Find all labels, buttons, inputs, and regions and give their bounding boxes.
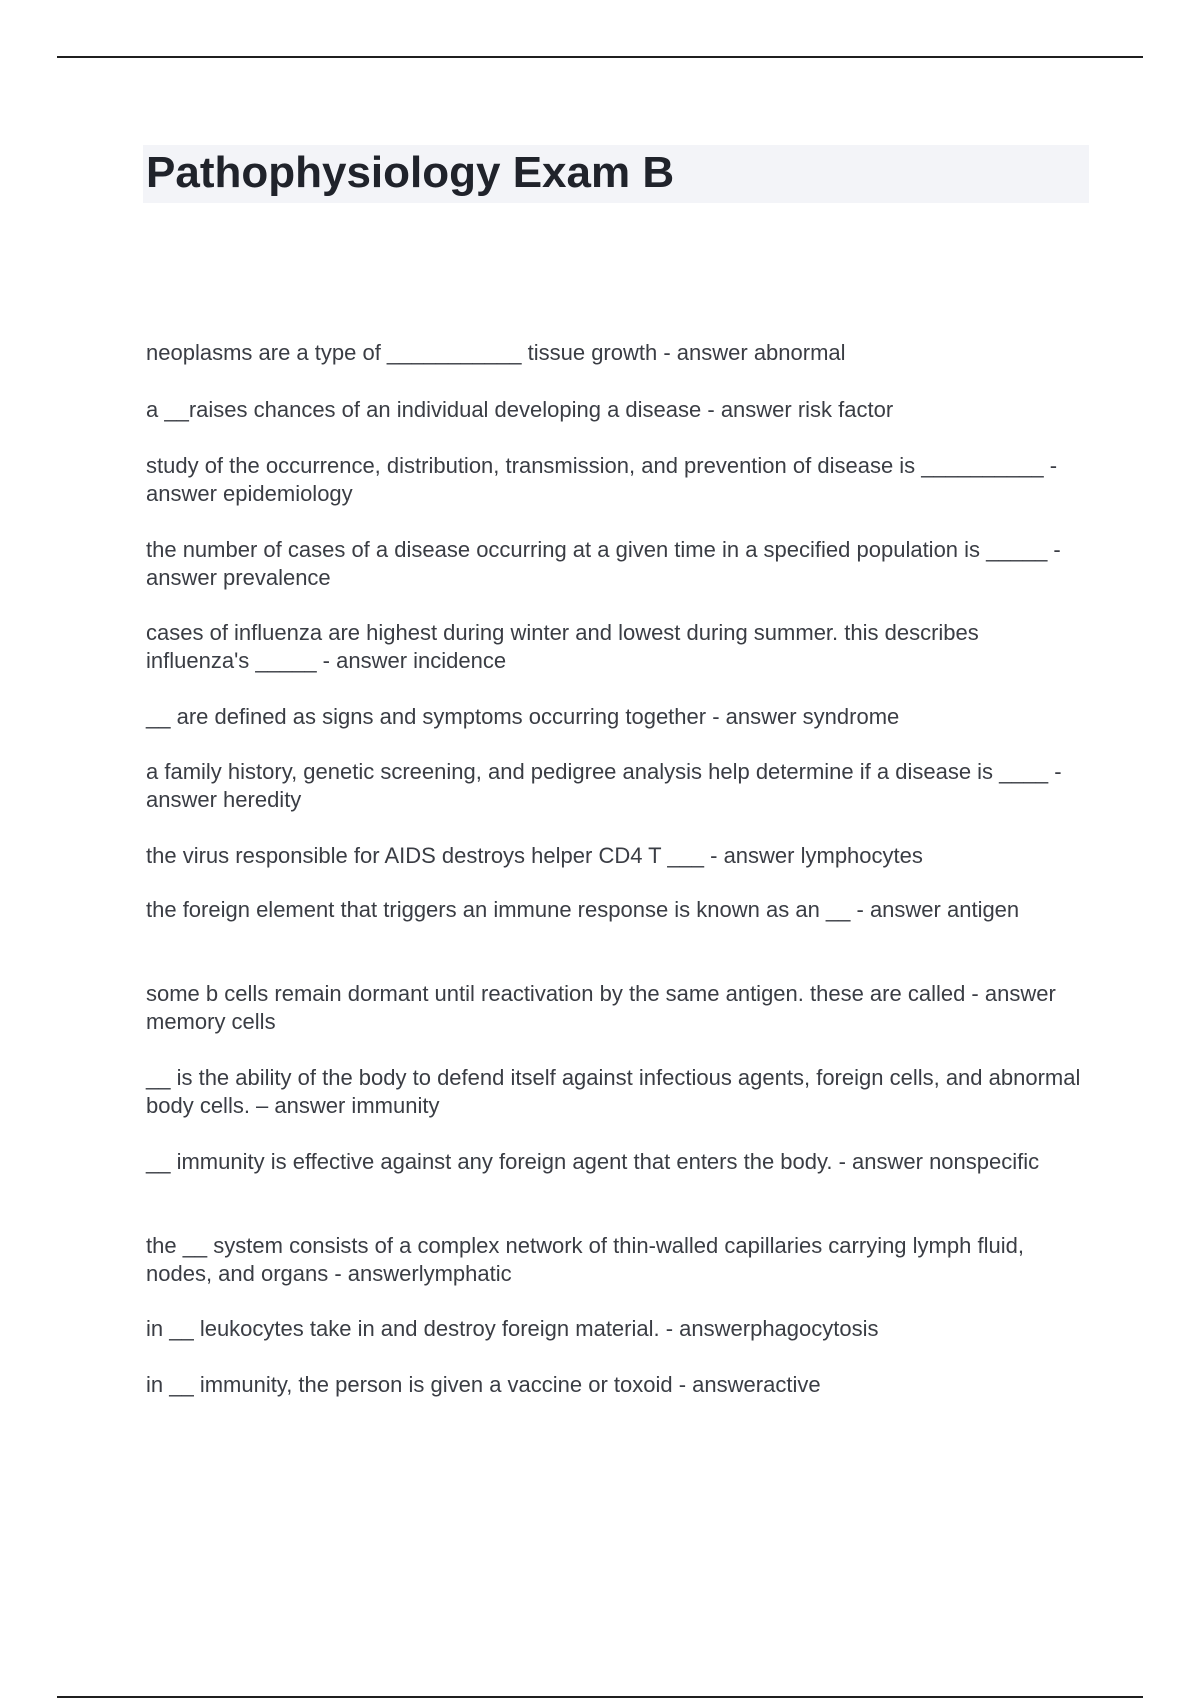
question-item: the number of cases of a disease occurring at a given time in a specified population is _____ - answer prevalence: [146, 537, 1061, 590]
top-rule: [57, 56, 1143, 58]
question-item: the __ system consists of a complex network of thin-walled capillaries carrying lymph fluid, nodes, and organs - answerlymphatic: [146, 1233, 1024, 1286]
question-item: the virus responsible for AIDS destroys helper CD4 T ___ - answer lymphocytes: [146, 843, 923, 868]
question-item: __ immunity is effective against any foreign agent that enters the body. - answer nonspecific: [146, 1149, 1040, 1174]
question-item: some b cells remain dormant until reactivation by the same antigen. these are called - answer memory cells: [146, 981, 1056, 1034]
question-item: study of the occurrence, distribution, transmission, and prevention of disease is __________ - answer epidemiology: [146, 453, 1058, 506]
question-item: a __raises chances of an individual developing a disease - answer risk factor: [146, 397, 894, 422]
page-title: Pathophysiology Exam B: [146, 148, 675, 197]
question-item: __ is the ability of the body to defend itself against infectious agents, foreign cells, and abnormal body cells. – answer immunity: [146, 1065, 1081, 1118]
question-item: in __ leukocytes take in and destroy foreign material. - answerphagocytosis: [146, 1316, 879, 1341]
question-item: in __ immunity, the person is given a vaccine or toxoid - answeractive: [146, 1372, 821, 1397]
bottom-rule: [57, 1696, 1143, 1698]
question-item: the foreign element that triggers an immune response is known as an __ - answer antigen: [146, 897, 1020, 922]
question-item: cases of influenza are highest during winter and lowest during summer. this describes influenza's _____ - answer incidence: [146, 620, 979, 673]
question-item: __ are defined as signs and symptoms occurring together - answer syndrome: [146, 704, 900, 729]
question-item: a family history, genetic screening, and pedigree analysis help determine if a disease is ____ - answer heredity: [146, 759, 1062, 812]
question-item: neoplasms are a type of ___________ tissue growth - answer abnormal: [146, 340, 846, 365]
